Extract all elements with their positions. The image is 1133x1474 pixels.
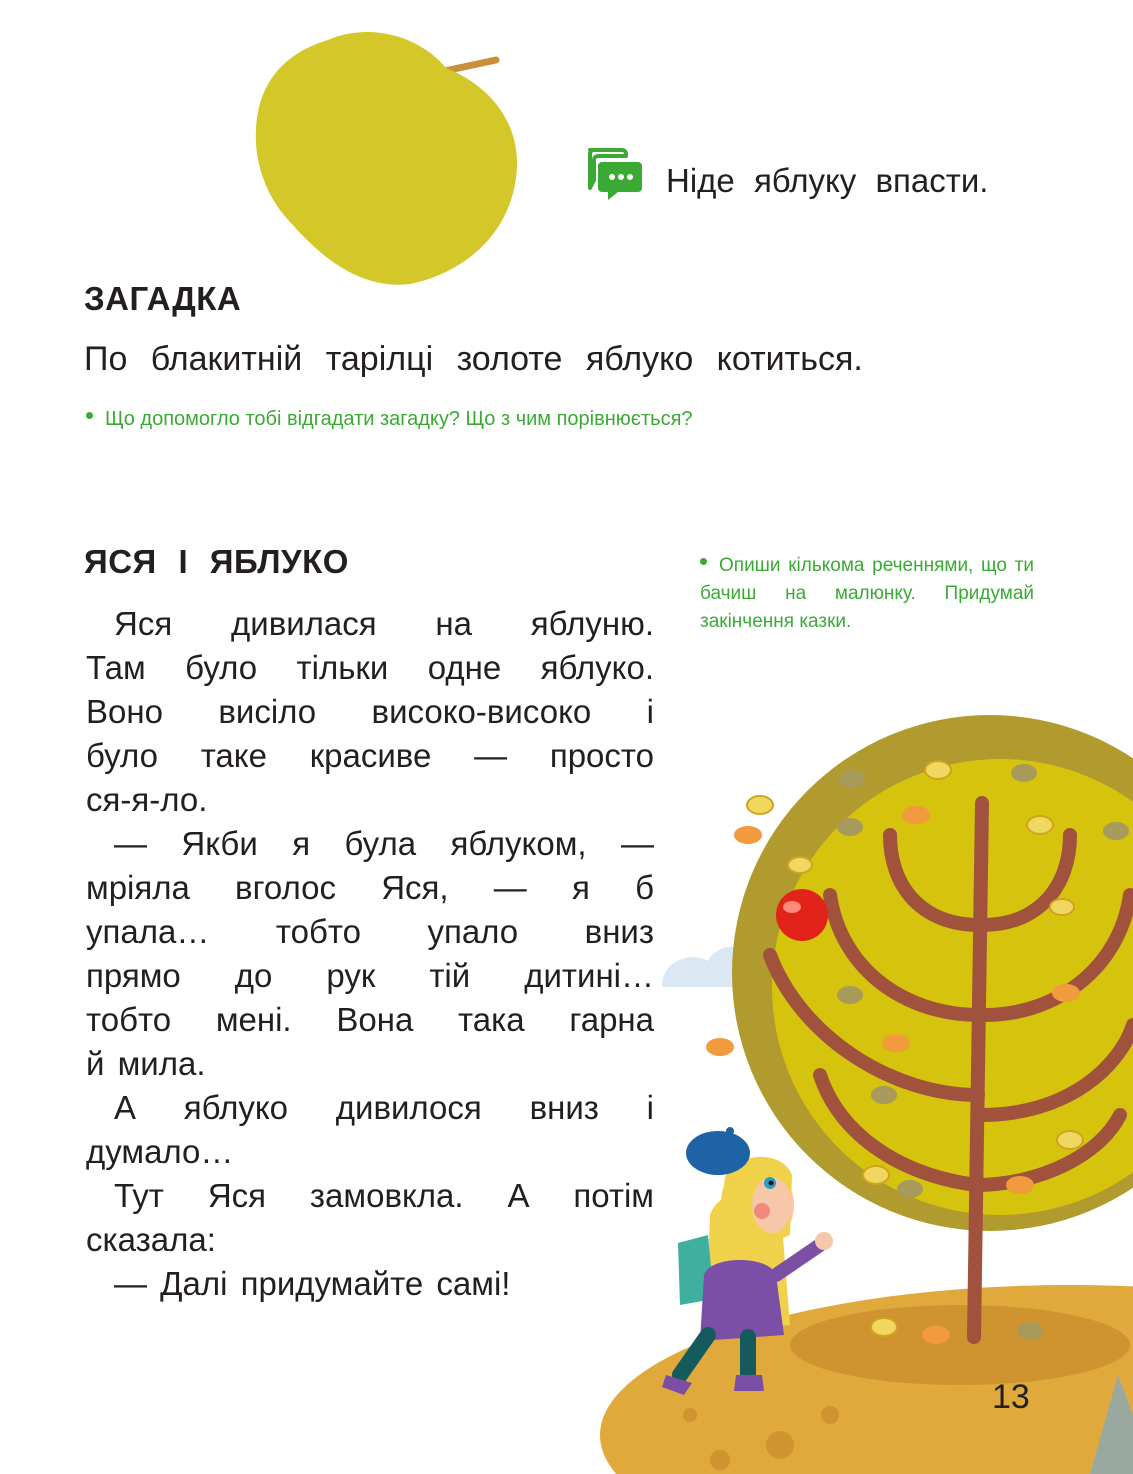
task-text: Опиши кількома реченнями, що ти бачиш на малюнку. Придумай закінчення казки. (700, 555, 1034, 632)
story-line: Там було тільки одне яблуко. (86, 649, 654, 686)
riddle-question (86, 408, 693, 431)
task-instruction (700, 552, 1034, 636)
story-line: А яблуко дивилося вниз і (114, 1089, 654, 1126)
proverb-text: Ніде яблуку впасти. (666, 162, 989, 199)
bullet-icon (700, 558, 707, 565)
apple-tree-girl-illustration (600, 715, 1133, 1474)
story-line: сказала: (86, 1221, 216, 1258)
riddle-title: ЗАГАДКА (84, 280, 242, 317)
story-line: думало… (86, 1133, 234, 1170)
bullet-icon (86, 412, 93, 419)
story-line: упала… тобто упало вниз (86, 913, 654, 950)
story-line: — Якби я була яблуком, — (114, 825, 654, 862)
proverb (584, 146, 1044, 206)
story-line: тобто мені. Вона така гарна (86, 1001, 654, 1038)
apple-shape-illustration (250, 28, 530, 290)
story-line: Воно висіло високо-високо і (86, 693, 654, 730)
story-line: — Далі придумайте самі! (114, 1265, 511, 1302)
story-line: мріяла вголос Яся, — я б (86, 869, 654, 906)
story-title: ЯСЯ І ЯБЛУКО (84, 543, 349, 580)
page-number: 13 (992, 1378, 1030, 1416)
riddle-text: По блакитній тарілці золоте яблуко котиться. (84, 340, 863, 378)
story-body (86, 602, 654, 1306)
chat-bubbles-icon (584, 146, 644, 206)
story-line: й мила. (86, 1045, 206, 1082)
story-line: було таке красиве — просто (86, 737, 654, 774)
story-line: Тут Яся замовкла. А потім (114, 1177, 654, 1214)
story-line: прямо до рук тій дитині… (86, 957, 654, 994)
story-line: Яся дивилася на яблуню. (114, 605, 654, 642)
riddle-question-text: Що допомогло тобі відгадати загадку? Що з чим порівнюється? (105, 408, 693, 430)
story-line: ся-я-ло. (86, 781, 208, 818)
